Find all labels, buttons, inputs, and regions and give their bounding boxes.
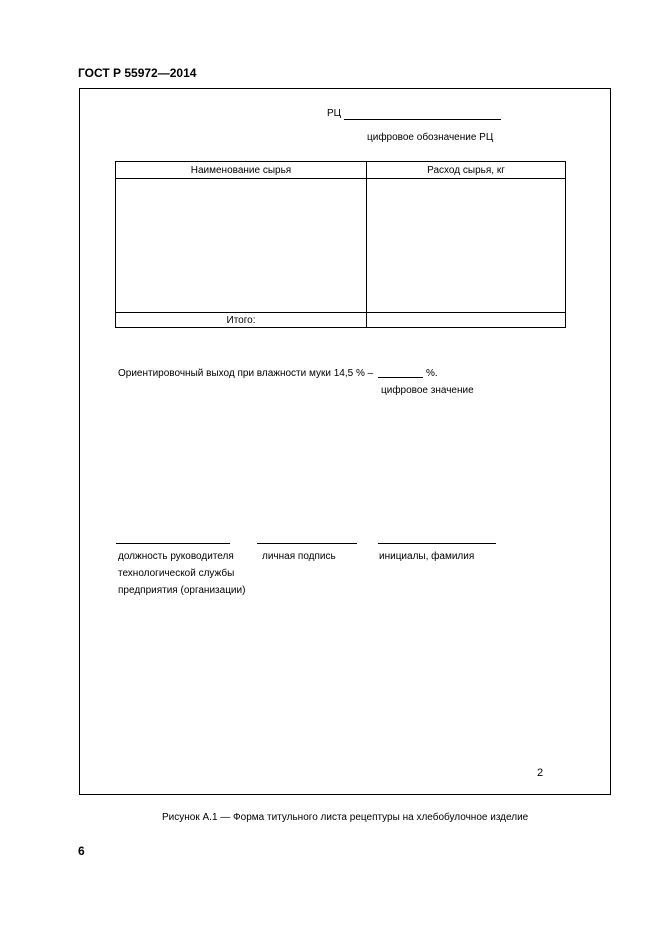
position-line: [116, 543, 230, 544]
raw-material-table: [115, 161, 566, 328]
position-caption-2: технологической службы: [118, 568, 235, 579]
rc-underline: [344, 119, 501, 120]
name-line: [378, 543, 496, 544]
document-header: ГОСТ Р 55972—2014: [78, 66, 197, 80]
consumption-cell: [367, 179, 566, 313]
column-header-consumption: Расход сырья, кг: [367, 162, 566, 179]
page-number: 6: [78, 844, 85, 858]
yield-underline: [378, 377, 423, 378]
signature-line: [257, 543, 357, 544]
yield-caption: цифровое значение: [381, 385, 474, 396]
yield-text: Ориентировочный выход при влажности муки 14,5 % –: [118, 368, 374, 379]
position-caption-3: предприятия (организации): [118, 585, 246, 596]
signature-caption: личная подпись: [262, 551, 336, 562]
total-label: Итого:: [116, 313, 367, 328]
total-value-cell: [367, 313, 566, 328]
yield-suffix: %.: [426, 368, 438, 379]
position-caption-1: должность руководителя: [118, 551, 234, 562]
figure-caption: Рисунок А.1 — Форма титульного листа рецептуры на хлебобулочное изделие: [162, 812, 529, 823]
inner-page-number: 2: [537, 767, 544, 779]
rc-caption: цифровое обозначение РЦ: [367, 132, 494, 143]
column-header-material: Наименование сырья: [116, 162, 367, 179]
rc-label: РЦ: [327, 108, 342, 119]
name-caption: инициалы, фамилия: [379, 551, 475, 562]
material-cell: [116, 179, 367, 313]
